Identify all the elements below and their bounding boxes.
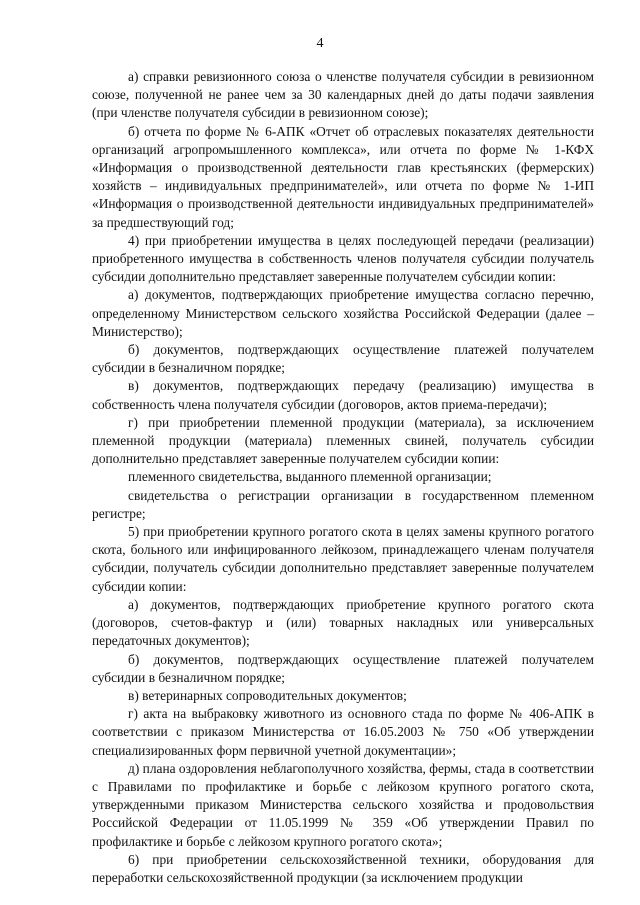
paragraph-5a: а) документов, подтверждающих приобретение крупного рогатого скота (договоров, счетов-фактур и (или) товарных накладных или универсальных передаточных документов); <box>92 596 594 649</box>
paragraph-5d: д) плана оздоровления неблагополучного хозяйства, фермы, стада в соответствии с Правилами по профилактике и борьбе с лейкозом крупного рогатого скота, утвержденными приказом Министерства сельского хозяйства и продовольствия Российской Федерации от 11.05.1999 № 359 «Об утверждении Правил по профилактике и борьбе с лейкозом крупного рогатого скота»; <box>92 760 594 849</box>
paragraph-4b: б) документов, подтверждающих осуществление платежей получателем субсидии в безналичном порядке; <box>92 342 594 376</box>
page-number: 4 <box>316 36 324 51</box>
paragraph-4v: в) документов, подтверждающих передачу (реализацию) имущества в собственность члена получателя субсидии (договоров, актов приема-передачи); <box>92 378 594 412</box>
document-body <box>92 68 594 887</box>
paragraph-item-5: 5) при приобретении крупного рогатого скота в целях замены крупного рогатого скота, больного или инфицированного лейкозом, принадлежащего членам получателя субсидии, получатель субсидии дополнительно представляет заверенные получателем субсидии копии: <box>92 524 594 594</box>
paragraph-5g: г) акта на выбраковку животного из основного стада по форме № 406-АПК в соответствии с приказом Министерства от 16.05.2003 № 750 «Об утверждении специализированных форм первичной учетной документации»; <box>92 706 594 758</box>
paragraph-item-6: 6) при приобретении сельскохозяйственной техники, оборудования для переработки сельскохозяйственной продукции (за исключением продукции <box>92 851 594 885</box>
paragraph-5v: в) ветеринарных сопроводительных документов; <box>128 687 407 703</box>
paragraph-item-4: 4) при приобретении имущества в целях последующей передачи (реализации) приобретенного имущества в собственность членов получателя субсидии получатель субсидии дополнительно представляет заверенные получателем субсидии копии: <box>92 232 594 285</box>
paragraph-4a: а) документов, подтверждающих приобретение имущества согласно перечню, определенному Министерством сельского хозяйства Российской Федерации (далее – Министерство); <box>92 287 594 339</box>
paragraph-5b: б) документов, подтверждающих осуществление платежей получателем субсидии в безналичном порядке; <box>92 651 594 685</box>
paragraph-отчета-по-форме: б) отчета по форме № 6-АПК «Отчет об отраслевых показателях деятельности организаций агропромышленного комплекса», или отчета по форме № 1-КФХ «Информация о производственной деятельности глав крестьянских (фермерских) хозяйств – индивидуальных предпринимателей», или отчета по форме № 1-ИП «Информация о производственной деятельности индивидуальных предпринимателей» за предшествующий год; <box>92 123 594 230</box>
paragraph-справки-ревизионного-союза: а) справки ревизионного союза о членстве получателя субсидии в ревизионном союзе, полученной не ранее чем за 30 календарных дней до даты подачи заявления (при членстве получателя субсидии в ревизионном союзе); <box>92 69 594 121</box>
paragraph-registration-certificate: свидетельства о регистрации организации в государственном племенном регистре; <box>92 487 594 521</box>
paragraph-breeding-certificate: племенного свидетельства, выданного племенной организации; <box>128 469 492 485</box>
paragraph-4g: г) при приобретении племенной продукции (материала), за исключением племенной продукции (материала) племенных свиней, получатель субсидии дополнительно представляет заверенные получателем субсидии копии: <box>92 414 594 467</box>
